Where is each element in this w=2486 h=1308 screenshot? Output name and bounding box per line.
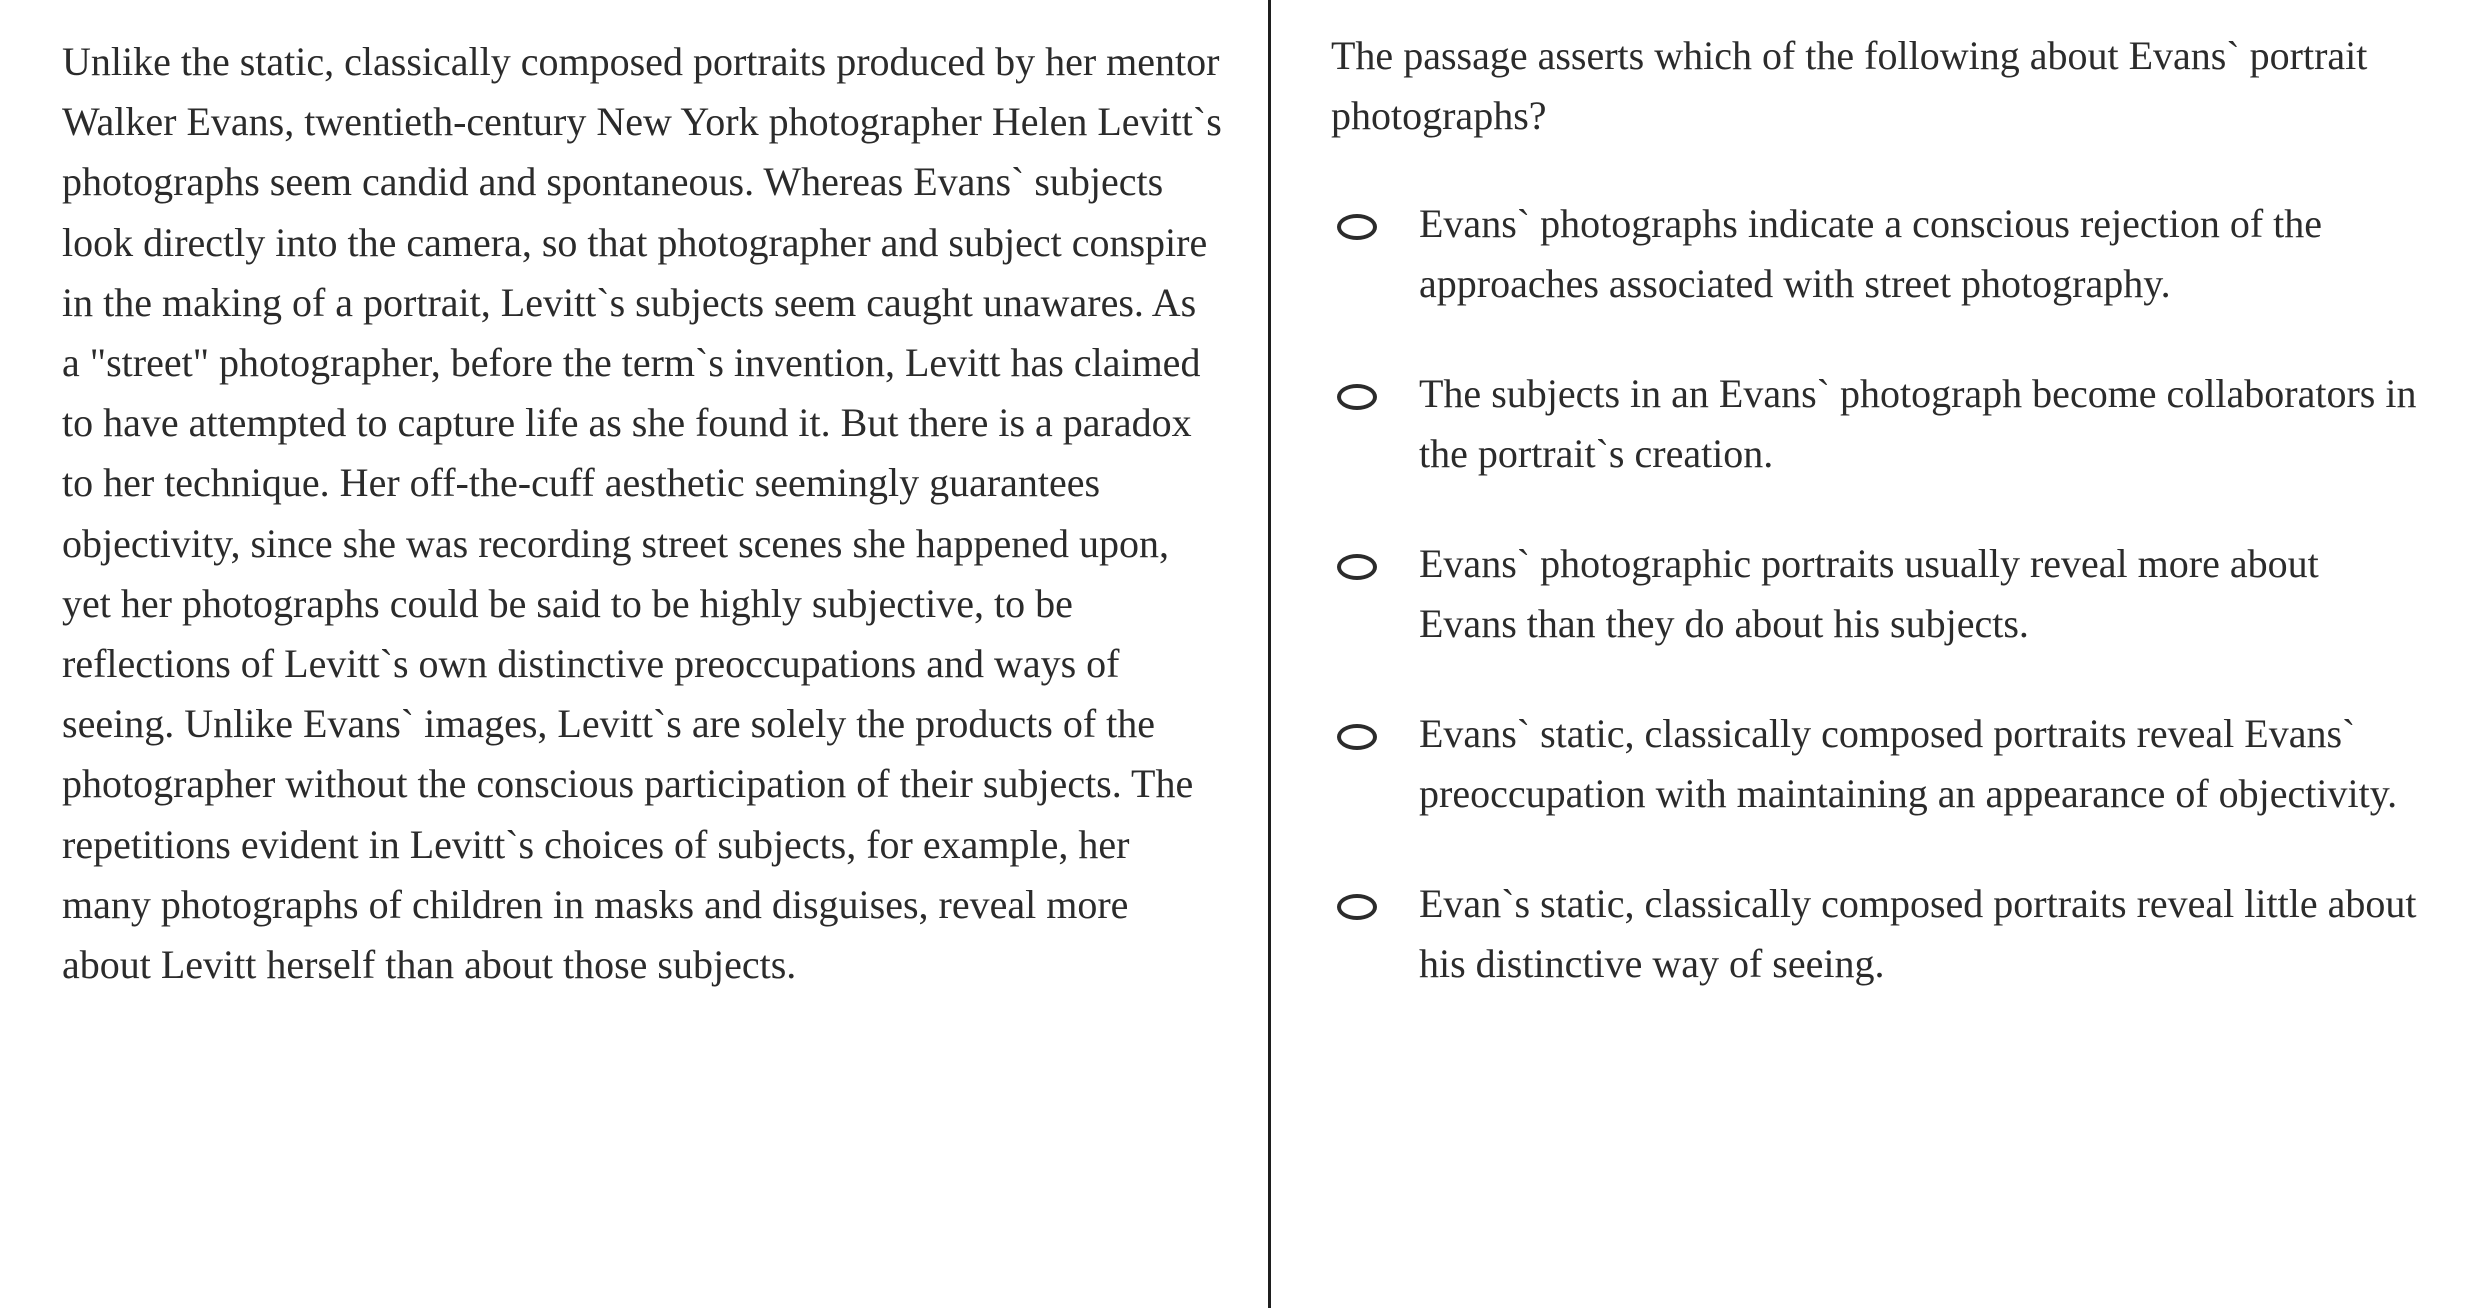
radio-button-icon[interactable] (1337, 894, 1377, 920)
answer-choice-a-text: Evans` photographs indicate a conscious rejection of the approaches associated with street photography. (1419, 201, 2323, 306)
radio-button-icon[interactable] (1337, 724, 1377, 750)
answer-choice-e-text: Evan`s static, classically composed portraits reveal little about his distinctive way of seeing. (1419, 881, 2417, 986)
answer-choice-d[interactable] (1331, 704, 2486, 824)
answer-choice-b[interactable] (1331, 364, 2486, 484)
answer-choice-e[interactable] (1331, 874, 2486, 994)
answer-choice-b-text: The subjects in an Evans` photograph become collaborators in the portrait`s creation. (1419, 371, 2417, 476)
passage-text: Unlike the static, classically composed portraits produced by her mentor Walker Evans, twentieth-century New York photographer Helen Levitt`s photographs seem candid and spontaneous. Whereas Evans` subjects look directly into the camera, so that photographer and subject conspire in the making of a portrait, Levitt`s subjects seem caught unawares. As a "street" photographer, before the term`s invention, Levitt has claimed to have attempted to capture life as she found it. But there is a paradox to her technique. Her off-the-cuff aesthetic seemingly guarantees objectivity, since she was recording street scenes she happened upon, yet her photographs could be said to be highly subjective, to be reflections of Levitt`s own distinctive preoccupations and ways of seeing. Unlike Evans` images, Levitt`s are solely the products of the photographer without the conscious participation of their subjects. The repetitions evident in Levitt`s choices of subjects, for example, her many photographs of children in masks and disguises, reveal more about Levitt herself than about those subjects. (62, 39, 1222, 988)
answer-choice-a[interactable] (1331, 194, 2486, 314)
question-stem: The passage asserts which of the following about Evans` portrait photographs? (1331, 33, 2368, 138)
radio-button-icon[interactable] (1337, 554, 1377, 580)
answer-choice-c[interactable] (1331, 534, 2486, 654)
radio-button-icon[interactable] (1337, 214, 1377, 240)
answer-choice-c-text: Evans` photographic portraits usually reveal more about Evans than they do about his subjects. (1419, 541, 2319, 646)
answer-choice-d-text: Evans` static, classically composed portraits reveal Evans` preoccupation with maintaining an appearance of objectivity. (1419, 711, 2398, 816)
question-pane (1271, 0, 2486, 1308)
radio-button-icon[interactable] (1337, 384, 1377, 410)
answer-choices (1331, 194, 2486, 994)
